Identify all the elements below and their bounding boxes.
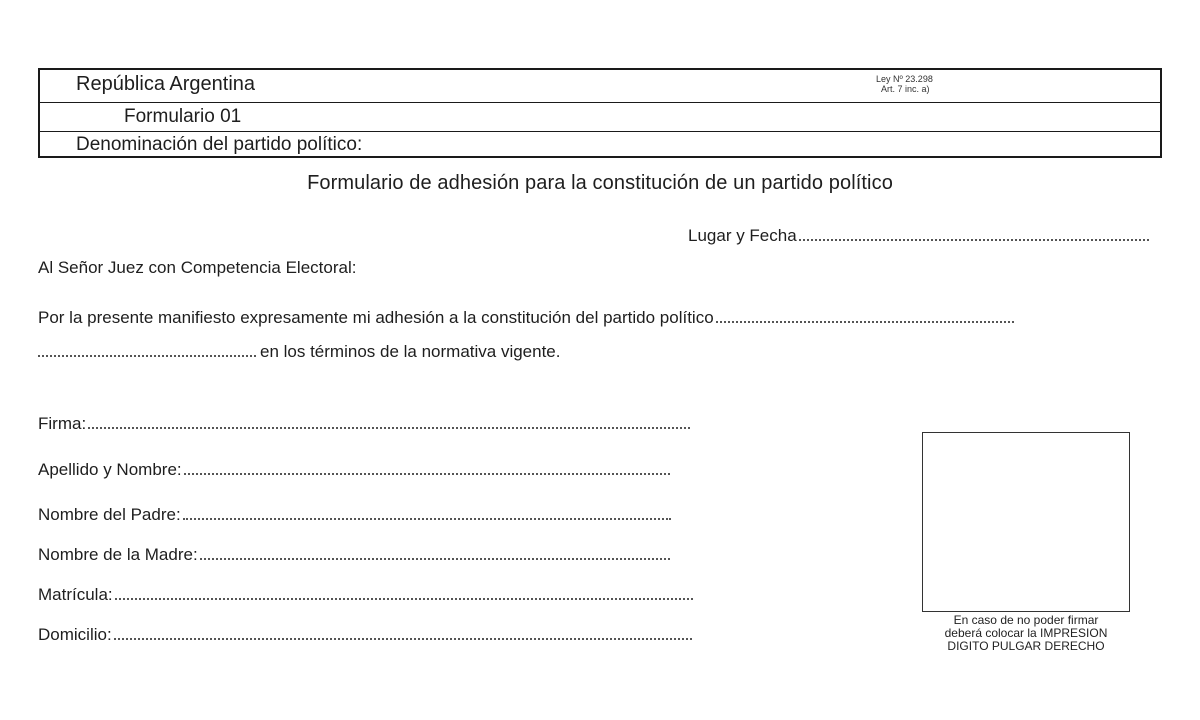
signature-field[interactable] [88,427,690,429]
law-number: Ley Nº 23.298 [876,74,933,84]
place-date-label: Lugar y Fecha [688,226,797,245]
declaration-end-text: en los términos de la normativa vigente. [260,342,561,361]
header-row-party [40,132,1160,158]
registration-field[interactable] [115,598,693,600]
party-name-label: Denominación del partido político: [76,134,363,155]
party-name-field[interactable] [716,321,1014,323]
mother-name-label: Nombre de la Madre: [38,545,198,564]
father-name-label: Nombre del Padre: [38,505,181,524]
registration-label: Matrícula: [38,585,113,604]
place-date-line [688,226,1149,246]
signature-label: Firma: [38,414,87,433]
full-name-label: Apellido y Nombre: [38,460,182,479]
mother-name-field[interactable] [200,558,670,560]
mother-name-line [38,545,670,565]
thumbprint-caption-line-1: En caso de no poder firmar [953,613,1099,627]
place-date-field[interactable] [799,239,1149,241]
header-box [38,68,1162,158]
thumbprint-caption-line-3: DIGITO PULGAR DERECHO [947,639,1105,653]
address-label: Domicilio: [38,625,112,644]
law-reference [876,74,933,94]
thumbprint-box[interactable] [922,432,1130,612]
header-row-form [40,103,1160,132]
thumbprint-caption-line-2: deberá colocar la IMPRESION [944,626,1108,640]
full-name-line [38,460,670,480]
father-name-field[interactable] [183,518,671,520]
party-name-field-continued[interactable] [38,355,256,357]
law-article: Art. 7 inc. a) [881,84,930,94]
form-title: Formulario de adhesión para la constitución de un partido político [307,172,893,194]
addressee: Al Señor Juez con Competencia Electoral: [38,258,357,277]
signature-line [38,414,690,434]
country-name: República Argentina [76,73,256,95]
form-number: Formulario 01 [124,106,242,127]
full-name-field[interactable] [184,473,670,475]
declaration-line-2 [38,342,561,362]
registration-line [38,585,693,605]
address-field[interactable] [114,638,692,640]
header-row-country [40,70,1160,103]
thumbprint-caption [906,614,1146,653]
address-line [38,625,692,645]
declaration-line-1 [38,308,1014,328]
declaration-text: Por la presente manifiesto expresamente mi adhesión a la constitución del partido político [38,308,714,327]
father-name-line [38,505,671,525]
